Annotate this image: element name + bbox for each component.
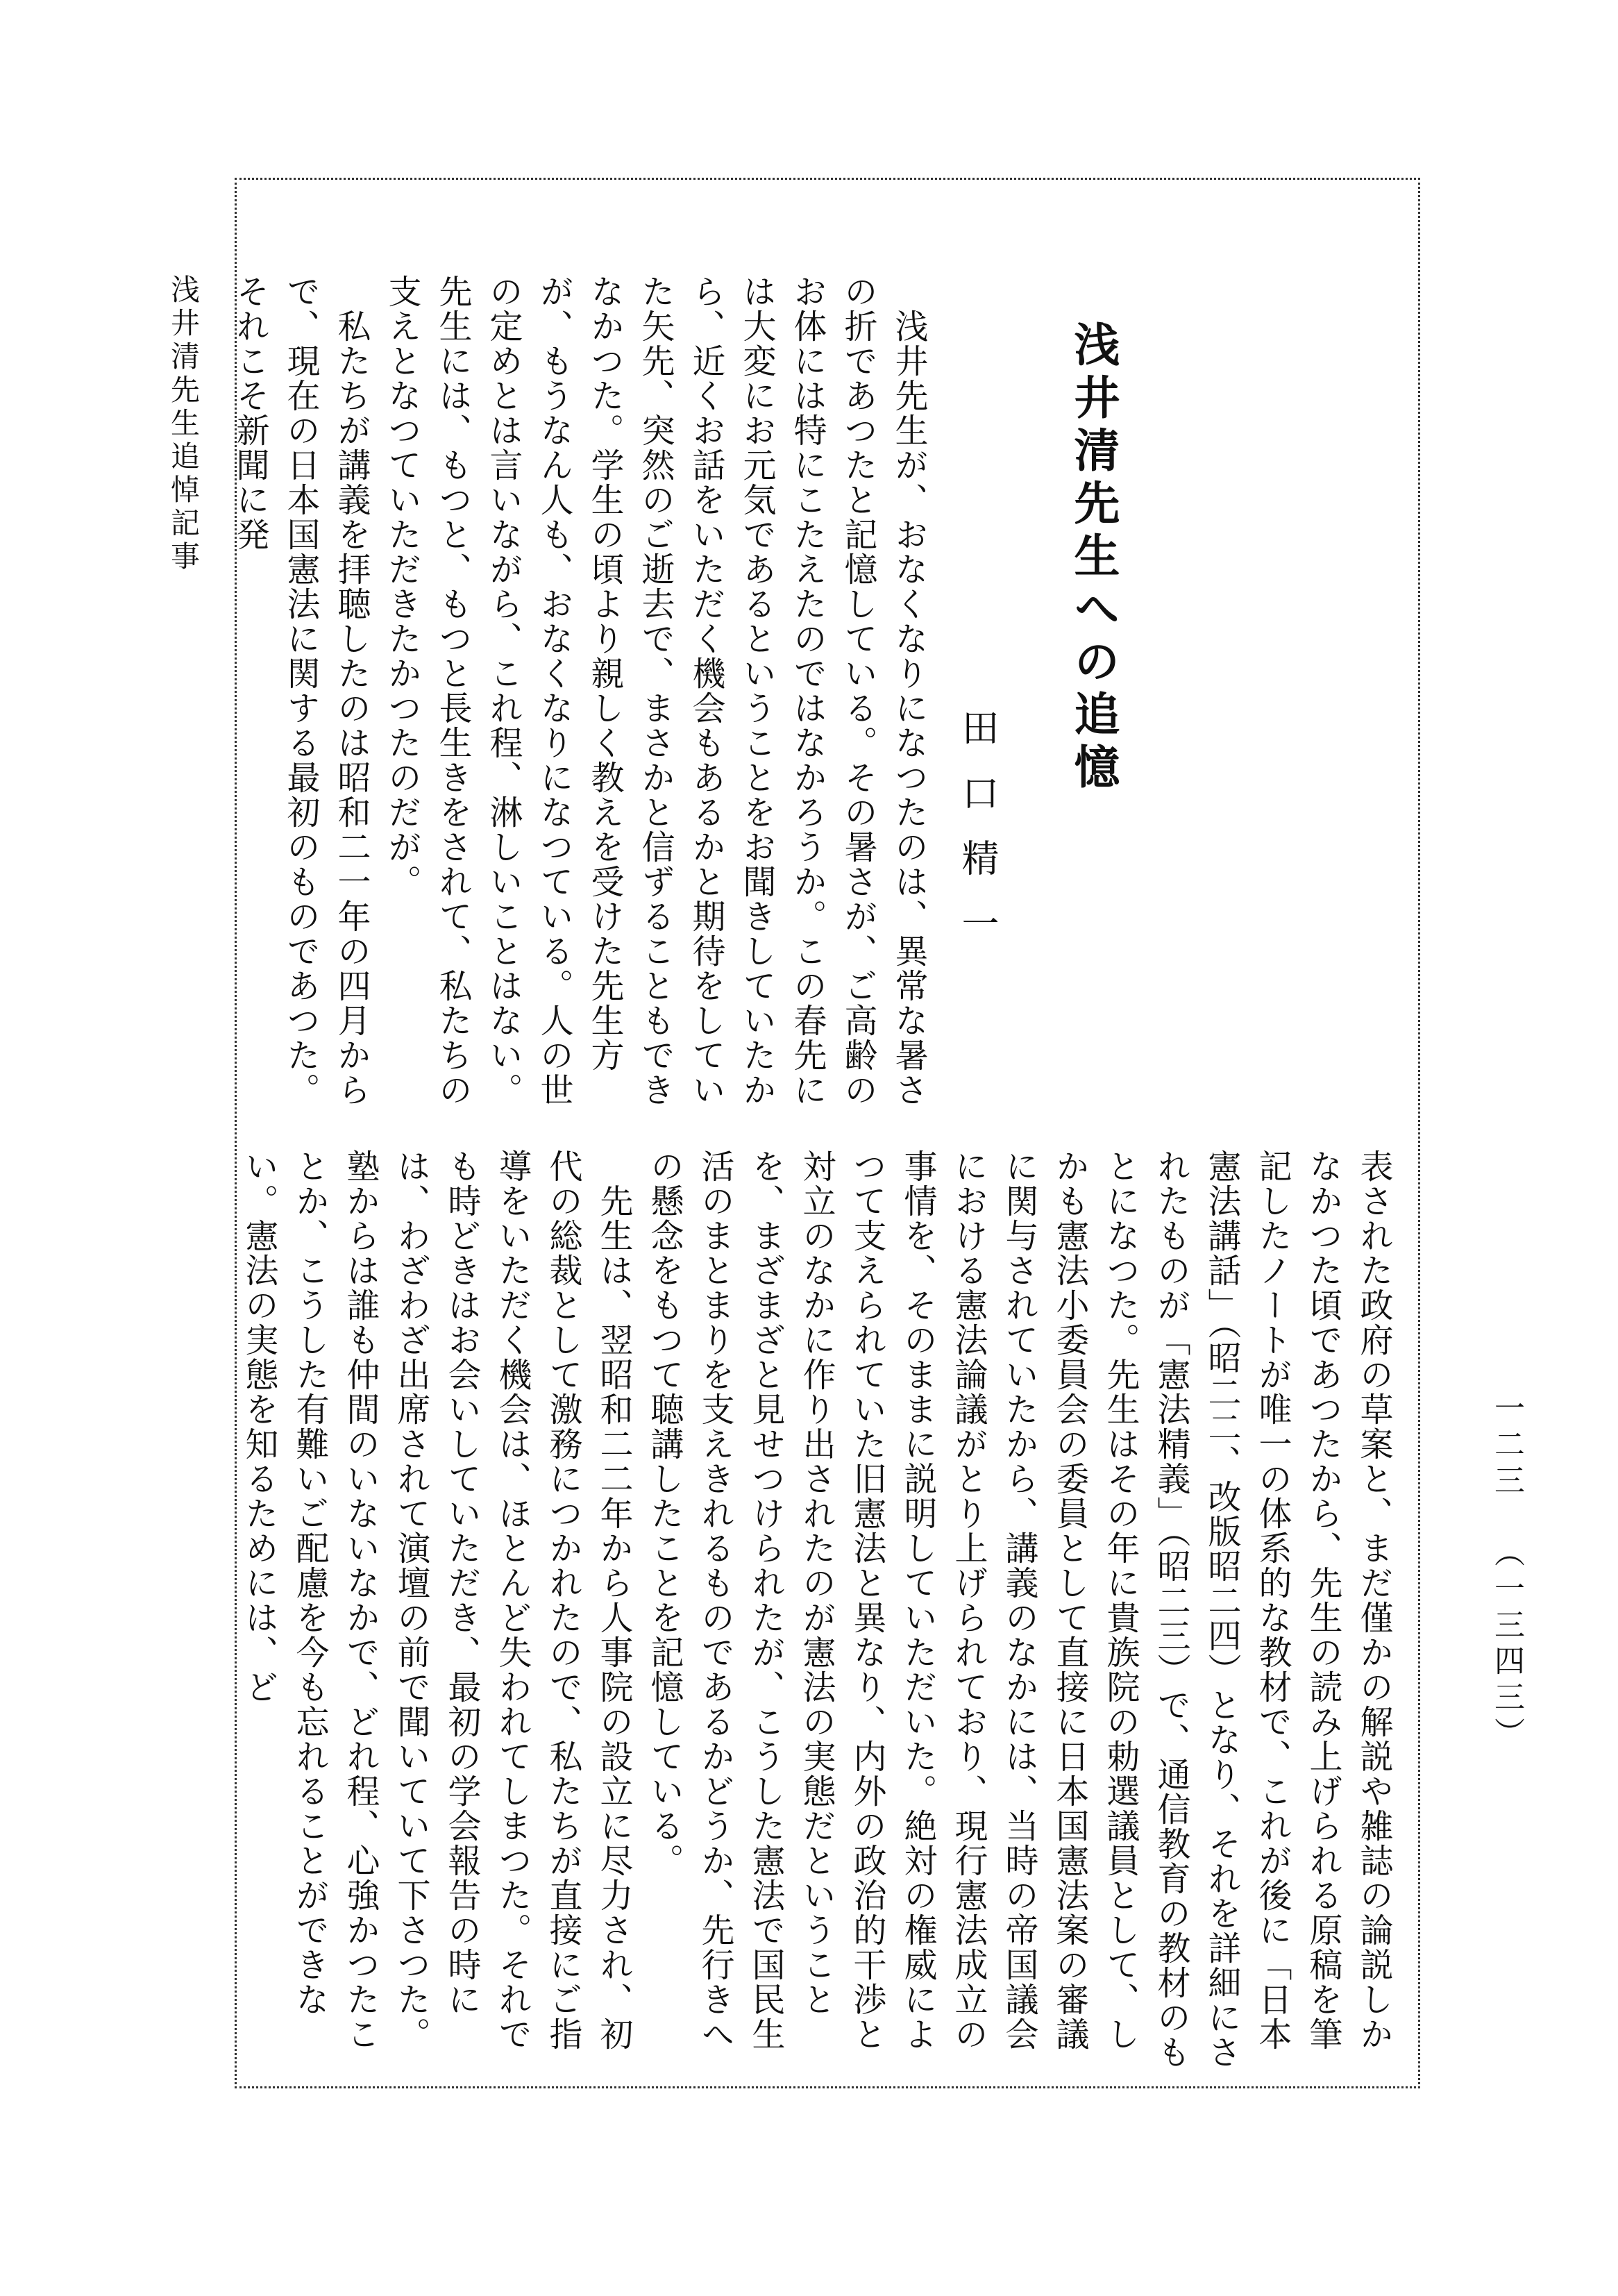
running-head: 浅井清先生追悼記事 [167, 274, 201, 574]
page-number-main: 一二三 [1489, 1392, 1524, 1500]
paragraph: 表された政府の草案と、まだ僅かの解説や雑誌の論説しかなかつた頃であつたから、先生の読み上げられる原稿を筆記したノートが唯一の体系的な教材で、これが後に「日本憲法講話」（昭二二、改版昭二四）となり、それを詳細にされたものが「憲法精義」（昭二三）で、通信教育の教材のもとになつた。先生はその年に貴族院の勅選議員として、しかも憲法小委員会の委員として直接に日本国憲法案の審議に関与されていたから、講義のなかには、当時の帝国議会における憲法論議がとり上げられており、現行憲法成立の事情を、そのままに説明していただいた。絶対の権威によつて支えられていた旧憲法と異なり、内外の政治的干渉と対立のなかに作り出されたのが憲法の実態だということを、まざまざと見せつけられたが、こうした憲法で国民生活のまとまりを支えきれるものであるかどうか、先行きへの懸念をもつて聴講したことを記憶している。 [645, 1149, 1393, 2070]
article-title: 浅井清先生への追憶 [1066, 321, 1120, 796]
paragraph: 浅井先生が、おなくなりになつたのは、異常な暑さの折であつたと記憶している。その暑さが、ご高齢のお体には特にこたえたのではなかろうか。この春先には大変にお元気であるということをお聞きしていたから、近くお話をいただく機会もあるかと期待をしていた矢先、突然のご逝去で、まさかと信ずることもできなかつた。学生の頃より親しく教えを受けた先生方が、もうなん人も、おなくなりになつている。人の世の定めとは言いながら、これ程、淋しいことはない。先生には、もつと、もつと長生きをされて、私たちの支えとなつていただきたかつたのだが。 [382, 274, 928, 1107]
article-body-bottom [239, 1149, 1399, 2072]
page-number-sub: （一三四三） [1489, 1536, 1524, 1753]
paragraph: 私たちが講義を拝聴したのは昭和二一年の四月からで、現在の日本国憲法に関する最初のものであつた。それこそ新聞に発 [230, 274, 371, 1107]
article-body-top [230, 274, 934, 1125]
page-number [1485, 1392, 1527, 1753]
article-author: 田口精一 [956, 708, 1000, 969]
paragraph: 先生は、翌昭和二二年から人事院の設立に尽力され、初代の総裁として激務につかれたので、私たちが直接にご指導をいただく機会は、ほとんど失われてしまつた。それでも時どきはお会いしていただき、最初の学会報告の時には、わざわざ出席されて演壇の前で聞いていて下さつた。塾からは誰も仲間のいないなかで、どれ程、心強かつたことか、こうした有難いご配慮を今も忘れることができない。憲法の実態を知るためには、ど [239, 1149, 633, 2052]
